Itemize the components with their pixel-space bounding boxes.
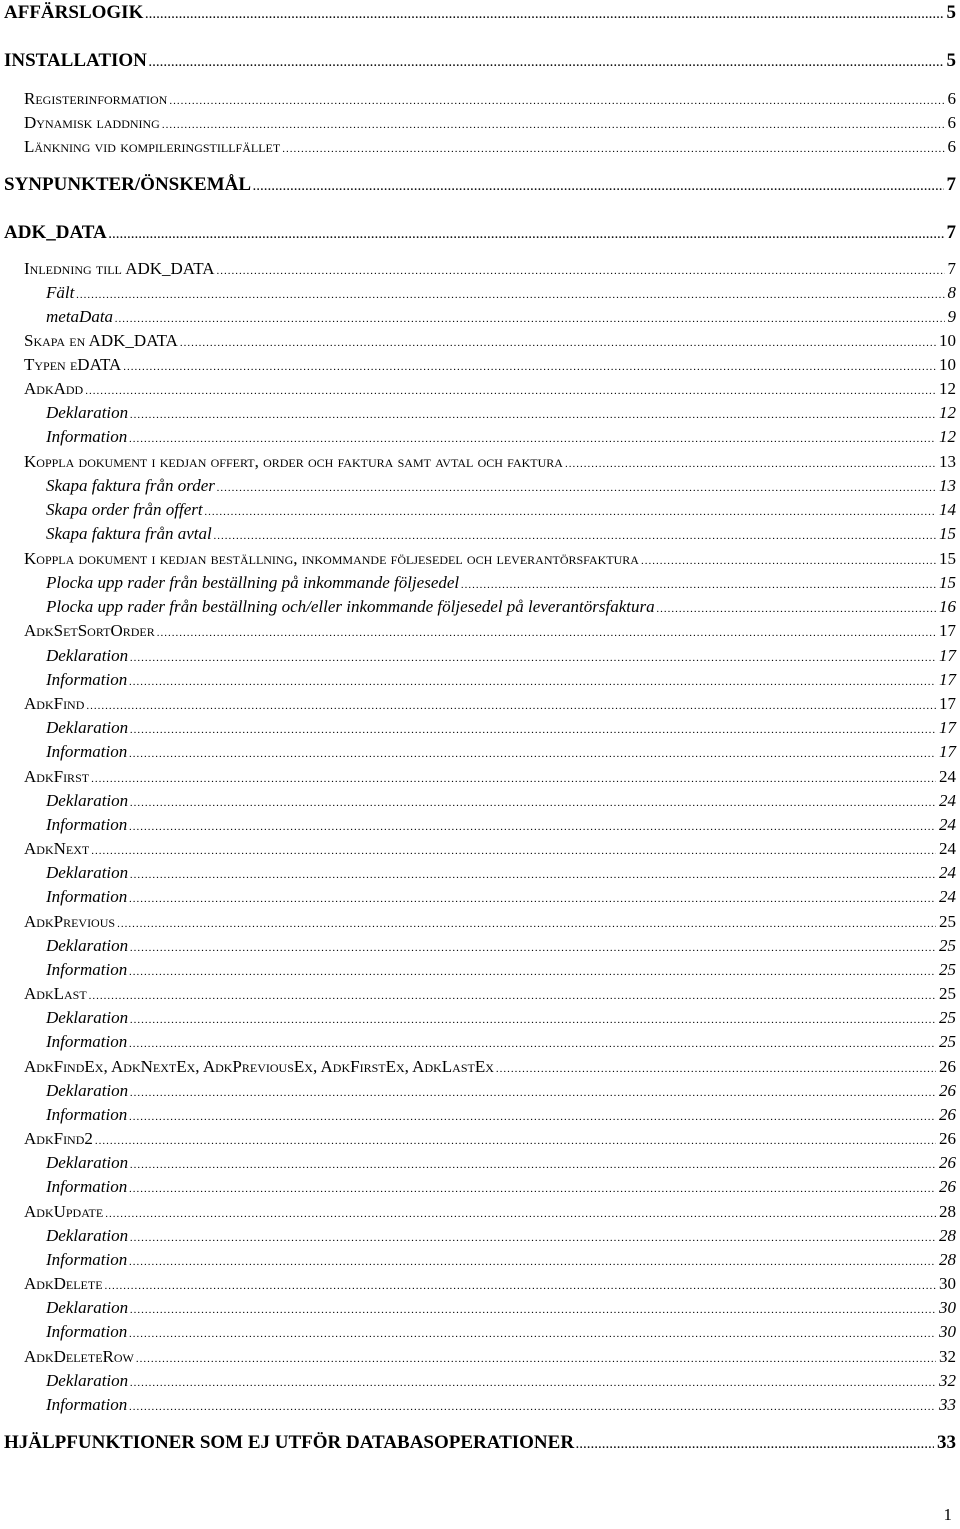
dot-leader — [117, 913, 936, 935]
toc-entry-page: 12 — [939, 403, 956, 422]
toc-entry-page: 28 — [939, 1250, 956, 1269]
toc-entry[interactable] — [0, 620, 956, 642]
toc-entry-page: 17 — [939, 742, 956, 761]
dot-leader — [91, 840, 936, 862]
toc-entry-page: 25 — [939, 960, 956, 979]
toc-entry-title: Plocka upp rader från beställning och/eller inkommande följesedel på leverantörsfaktura — [46, 597, 655, 616]
toc-entry-title: AdkDeleteRow — [24, 1347, 134, 1366]
toc-entry-title: Koppla dokument i kedjan offert, order och faktura samt avtal och faktura — [24, 452, 563, 471]
toc-entry-page: 10 — [939, 355, 956, 374]
toc-entry[interactable] — [0, 136, 956, 158]
toc-entry-page: 15 — [939, 573, 956, 592]
toc-entry[interactable] — [0, 1201, 956, 1223]
toc-entry[interactable] — [0, 475, 956, 497]
dot-leader — [130, 864, 936, 886]
dot-leader — [129, 1178, 936, 1200]
toc-entry-title: AdkFindEx, AdkNextEx, AdkPreviousEx, AdkFirstEx, AdkLastEx — [24, 1057, 494, 1076]
dot-leader — [180, 332, 936, 354]
toc-entry[interactable] — [0, 717, 956, 739]
toc-entry-page: 7 — [947, 259, 956, 278]
toc-entry[interactable] — [0, 1080, 956, 1102]
toc-entry-page: 30 — [939, 1274, 956, 1293]
dot-leader — [95, 1130, 936, 1152]
toc-entry-title: Skapa faktura från order — [46, 476, 215, 495]
dot-leader — [129, 1251, 936, 1273]
dot-leader — [85, 380, 936, 402]
dot-leader — [282, 138, 944, 160]
toc-entry-title: Information — [46, 427, 128, 446]
toc-entry-title: Deklaration — [46, 791, 129, 810]
toc-entry[interactable] — [0, 330, 956, 352]
toc-entry-page: 12 — [939, 427, 956, 446]
toc-entry-title: Deklaration — [46, 936, 129, 955]
toc-entry[interactable] — [0, 1056, 956, 1078]
toc-entry-title: Plocka upp rader från beställning på inkommande följesedel — [46, 573, 460, 592]
toc-entry-title: Inledning till ADK_DATA — [24, 259, 215, 278]
toc-entry-page: 24 — [939, 887, 956, 906]
toc-entry-page: 17 — [939, 694, 956, 713]
dot-leader — [130, 1227, 936, 1249]
toc-entry[interactable] — [0, 1152, 956, 1174]
toc-entry[interactable] — [0, 451, 956, 473]
dot-leader — [105, 1275, 936, 1297]
toc-entry[interactable] — [0, 1007, 956, 1029]
toc-entry-page: 15 — [939, 524, 956, 543]
toc-entry-title: AdkLast — [24, 984, 87, 1003]
dot-leader — [169, 90, 944, 112]
toc-entry-page: 13 — [939, 452, 956, 471]
toc-entry[interactable] — [0, 499, 956, 521]
toc-entry-page: 17 — [939, 718, 956, 737]
dot-leader — [129, 1033, 936, 1055]
toc-entry-title: AdkNext — [24, 839, 90, 858]
dot-leader — [149, 52, 944, 74]
toc-entry[interactable] — [0, 378, 956, 400]
toc-entry[interactable] — [0, 838, 956, 860]
toc-entry[interactable] — [0, 572, 956, 594]
toc-entry-page: 26 — [939, 1105, 956, 1124]
dot-leader — [130, 1009, 936, 1031]
toc-entry-page: 12 — [939, 379, 956, 398]
toc-entry[interactable] — [0, 174, 956, 196]
dot-leader — [130, 1299, 936, 1321]
toc-entry[interactable] — [0, 959, 956, 981]
toc-entry[interactable] — [0, 1273, 956, 1295]
toc-entry-title: Information — [46, 1395, 128, 1414]
toc-entry-title: Länkning vid kompileringstillfället — [24, 137, 281, 156]
toc-entry-title: Information — [46, 1322, 128, 1341]
toc-entry-title: AdkFind2 — [24, 1129, 93, 1148]
dot-leader — [214, 525, 936, 547]
dot-leader — [89, 985, 936, 1007]
dot-leader — [129, 671, 936, 693]
dot-leader — [461, 574, 936, 596]
toc-entry-page: 7 — [946, 174, 956, 195]
toc-entry-title: metaData — [46, 307, 114, 326]
toc-entry-page: 6 — [947, 89, 956, 108]
toc-entry[interactable] — [0, 790, 956, 812]
dot-leader — [129, 428, 936, 450]
dot-leader — [162, 114, 945, 136]
dot-leader — [123, 356, 936, 378]
toc-entry-page: 30 — [939, 1322, 956, 1341]
toc-entry-page: 25 — [939, 936, 956, 955]
toc-entry[interactable] — [0, 1370, 956, 1392]
toc-entry-page: 28 — [939, 1226, 956, 1245]
toc-entry-page: 25 — [939, 1032, 956, 1051]
dot-leader — [145, 4, 943, 26]
toc-entry-title: Information — [46, 815, 128, 834]
toc-entry[interactable] — [0, 1346, 956, 1368]
toc-entry-page: 25 — [939, 1008, 956, 1027]
toc-entry[interactable] — [0, 2, 956, 24]
toc-entry-title: Deklaration — [46, 1226, 129, 1245]
dot-leader — [129, 1323, 936, 1345]
toc-entry-page: 13 — [939, 476, 956, 495]
toc-entry-page: 10 — [939, 331, 956, 350]
toc-entry[interactable] — [0, 222, 956, 244]
dot-leader — [217, 477, 936, 499]
toc-entry[interactable] — [0, 1297, 956, 1319]
toc-entry-title: Koppla dokument i kedjan beställning, inkommande följesedel och leverantörsfaktura — [24, 549, 639, 568]
dot-leader — [217, 260, 945, 282]
dot-leader — [130, 1082, 936, 1104]
toc-entry-page: 26 — [939, 1081, 956, 1100]
toc-entry-title: AdkUpdate — [24, 1202, 104, 1221]
toc-entry-page: 30 — [939, 1298, 956, 1317]
toc-entry-page: 26 — [939, 1153, 956, 1172]
toc-entry-title: Information — [46, 742, 128, 761]
dot-leader — [157, 622, 936, 644]
toc-entry-title: Dynamisk laddning — [24, 113, 160, 132]
toc-entry-title: Fält — [46, 283, 75, 302]
toc-entry-page: 5 — [946, 50, 956, 71]
toc-entry-title: AFFÄRSLOGIK — [4, 2, 144, 23]
dot-leader — [205, 501, 936, 523]
toc-entry-page: 6 — [947, 137, 956, 156]
toc-entry[interactable] — [0, 693, 956, 715]
toc-entry[interactable] — [0, 886, 956, 908]
toc-entry-page: 24 — [939, 863, 956, 882]
toc-entry[interactable] — [0, 1128, 956, 1150]
dot-leader — [129, 961, 936, 983]
toc-entry[interactable] — [0, 814, 956, 836]
toc-entry-title: Skapa faktura från avtal — [46, 524, 212, 543]
toc-entry[interactable] — [0, 1394, 956, 1416]
toc-entry-title: Registerinformation — [24, 89, 168, 108]
dot-leader — [496, 1058, 936, 1080]
toc-entry[interactable] — [0, 596, 956, 618]
toc-entry[interactable] — [0, 911, 956, 933]
toc-entry-title: Information — [46, 1250, 128, 1269]
dot-leader — [253, 176, 943, 198]
toc-entry-title: Deklaration — [46, 863, 129, 882]
toc-entry-title: Information — [46, 887, 128, 906]
toc-entry[interactable] — [0, 548, 956, 570]
toc-entry[interactable] — [0, 935, 956, 957]
toc-entry[interactable] — [0, 112, 956, 134]
dot-leader — [129, 1106, 936, 1128]
toc-entry-page: 17 — [939, 646, 956, 665]
dot-leader — [576, 1434, 934, 1456]
toc-entry-page: 33 — [939, 1395, 956, 1414]
toc-entry-page: 26 — [939, 1177, 956, 1196]
toc-entry-title: INSTALLATION — [4, 50, 147, 71]
toc-entry-page: 6 — [947, 113, 956, 132]
dot-leader — [130, 1154, 936, 1176]
dot-leader — [130, 647, 936, 669]
toc-entry-page: 24 — [939, 767, 956, 786]
toc-entry-title: AdkFirst — [24, 767, 90, 786]
toc-entry-page: 25 — [939, 912, 956, 931]
toc-entry-title: Deklaration — [46, 1153, 129, 1172]
toc-entry-title: AdkFind — [24, 694, 85, 713]
toc-entry[interactable] — [0, 862, 956, 884]
toc-entry[interactable] — [0, 426, 956, 448]
toc-entry[interactable] — [0, 1225, 956, 1247]
toc-entry-title: Deklaration — [46, 403, 129, 422]
toc-entry-page: 7 — [946, 222, 956, 243]
toc-entry-page: 17 — [939, 670, 956, 689]
toc-entry-title: Deklaration — [46, 1008, 129, 1027]
toc-entry-page: 15 — [939, 549, 956, 568]
dot-leader — [565, 453, 936, 475]
toc-entry[interactable] — [0, 258, 956, 280]
dot-leader — [109, 224, 944, 246]
dot-leader — [130, 719, 936, 741]
toc-entry-title: AdkSetSortOrder — [24, 621, 155, 640]
dot-leader — [115, 308, 944, 330]
toc-entry-page: 24 — [939, 839, 956, 858]
toc-entry[interactable] — [0, 741, 956, 763]
dot-leader — [129, 816, 936, 838]
toc-entry[interactable] — [0, 1321, 956, 1343]
toc-entry-page: 9 — [947, 307, 956, 326]
dot-leader — [91, 768, 936, 790]
toc-entry-page: 33 — [937, 1432, 956, 1453]
page-number: 1 — [943, 1505, 952, 1524]
toc-entry[interactable] — [0, 402, 956, 424]
toc-entry-title: Deklaration — [46, 1298, 129, 1317]
dot-leader — [129, 1396, 936, 1418]
toc-entry-title: Information — [46, 1177, 128, 1196]
toc-entry-title: Information — [46, 670, 128, 689]
toc-entry[interactable] — [0, 669, 956, 691]
dot-leader — [641, 550, 936, 572]
dot-leader — [657, 598, 936, 620]
toc-entry-title: Deklaration — [46, 718, 129, 737]
toc-entry[interactable] — [0, 306, 956, 328]
toc-entry-title: SYNPUNKTER/ÖNSKEMÅL — [4, 174, 252, 195]
toc-entry-page: 16 — [939, 597, 956, 616]
toc-entry[interactable] — [0, 523, 956, 545]
dot-leader — [86, 695, 936, 717]
toc-entry-page: 14 — [939, 500, 956, 519]
dot-leader — [130, 937, 936, 959]
toc-entry-page: 24 — [939, 815, 956, 834]
toc-entry[interactable] — [0, 983, 956, 1005]
toc-entry-title: AdkDelete — [24, 1274, 103, 1293]
toc-entry-page: 26 — [939, 1057, 956, 1076]
toc-entry[interactable] — [0, 1104, 956, 1126]
toc-entry-title: Deklaration — [46, 1081, 129, 1100]
dot-leader — [130, 404, 936, 426]
toc-entry-title: Information — [46, 1032, 128, 1051]
toc-entry-title: Skapa order från offert — [46, 500, 203, 519]
toc-entry-page: 17 — [939, 621, 956, 640]
toc-entry-page: 32 — [939, 1347, 956, 1366]
toc-entry[interactable] — [0, 1432, 956, 1454]
toc-entry-page: 26 — [939, 1129, 956, 1148]
toc-entry[interactable] — [0, 1031, 956, 1053]
toc-entry-page: 8 — [947, 283, 956, 302]
toc-entry-title: Skapa en ADK_DATA — [24, 331, 178, 350]
toc-entry-title: Typen eDATA — [24, 355, 122, 374]
toc-entry-page: 24 — [939, 791, 956, 810]
dot-leader — [130, 1372, 936, 1394]
toc-entry[interactable] — [0, 1176, 956, 1198]
toc-entry[interactable] — [0, 1249, 956, 1271]
dot-leader — [129, 743, 936, 765]
toc-entry-page: 28 — [939, 1202, 956, 1221]
toc-entry-page: 25 — [939, 984, 956, 1003]
toc-entry-title: Information — [46, 1105, 128, 1124]
toc-entry[interactable] — [0, 354, 956, 376]
toc-entry[interactable] — [0, 88, 956, 110]
toc-entry-title: Deklaration — [46, 646, 129, 665]
toc-entry-title: AdkAdd — [24, 379, 84, 398]
toc-entry[interactable] — [0, 282, 956, 304]
dot-leader — [130, 792, 936, 814]
dot-leader — [105, 1203, 936, 1225]
toc-entry-title: ADK_DATA — [4, 222, 107, 243]
toc-entry-title: Information — [46, 960, 128, 979]
toc-entry-title: AdkPrevious — [24, 912, 116, 931]
toc-entry[interactable] — [0, 645, 956, 667]
toc-entry-title: Deklaration — [46, 1371, 129, 1390]
toc-entry[interactable] — [0, 50, 956, 72]
toc-entry-title: HJÄLPFUNKTIONER SOM EJ UTFÖR DATABASOPERATIONER — [4, 1432, 575, 1453]
dot-leader — [136, 1348, 936, 1370]
dot-leader — [76, 284, 944, 306]
toc-entry-page: 32 — [939, 1371, 956, 1390]
toc-entry[interactable] — [0, 766, 956, 788]
dot-leader — [129, 888, 936, 910]
toc-entry-page: 5 — [946, 2, 956, 23]
